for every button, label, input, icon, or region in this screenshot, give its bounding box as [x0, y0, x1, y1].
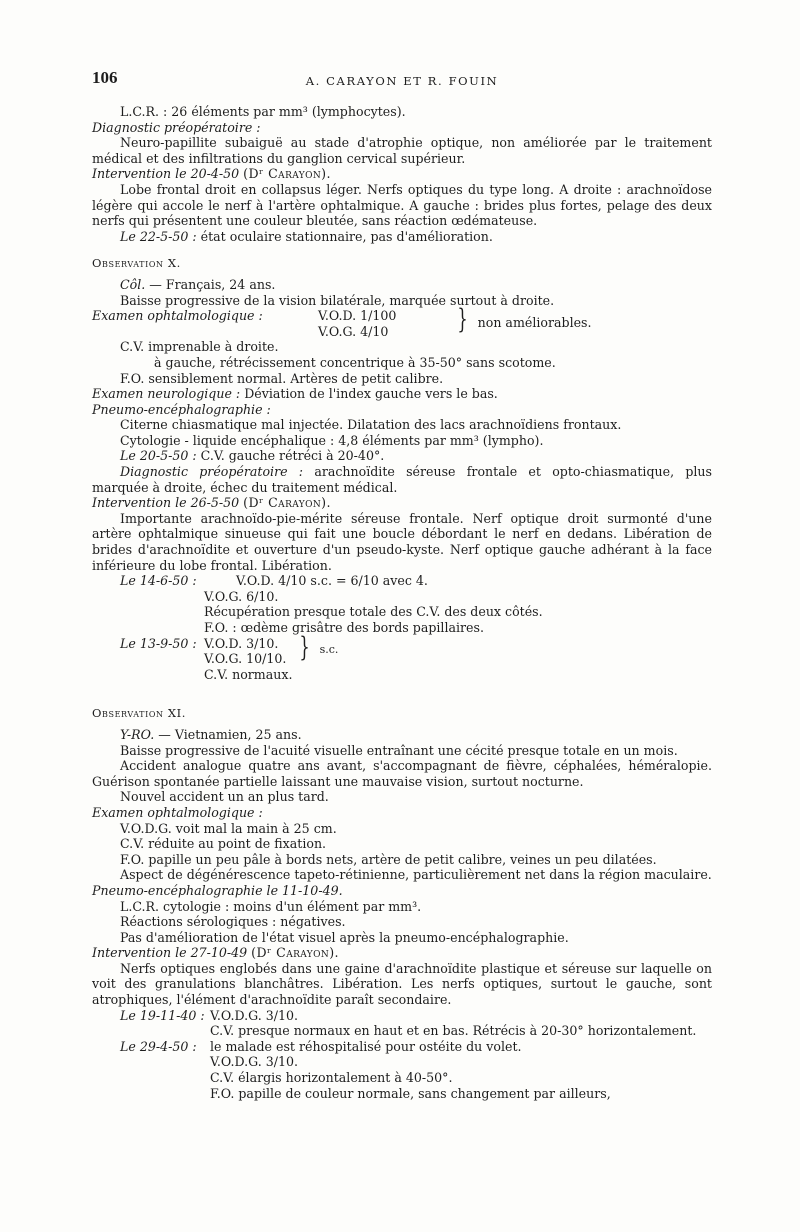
- observation-title: Observation XI.: [92, 706, 187, 721]
- brace-glyph: }: [457, 304, 469, 336]
- vod-value: V.O.D. 1/100: [318, 308, 397, 324]
- fo-line: F.O. sensiblement normal. Artères de petit calibre.: [120, 370, 444, 386]
- exam-line: C.V. réduite au point de fixation.: [120, 836, 327, 852]
- vod-value: V.O.D. 3/10.: [204, 635, 279, 651]
- followup-line: Le 22-5-50 : état oculaire stationnaire, pas d'amélioration.: [120, 228, 493, 244]
- followup-acuity-table: [120, 631, 339, 667]
- vog-value: V.O.G. 10/10.: [204, 651, 287, 667]
- intervention-text: Nerfs optiques englobés dans une gaine d'arachnoïdite plastique et séreuse sur laquelle on voit des granulations blanchâtres. Libération. Les nerfs optiques, surtout le gauche, sont atrophiques, l'élément d'arachnoïdite paraît secondaire.: [92, 960, 712, 1008]
- intervention-text: Lobe frontal droit en collapsus léger. Nerfs optiques du type long. A droite : arachnoïdose légère qui accole le nerf à l'artère ophtalmique. A gauche : brides plus fortes, pelage des deux nerfs qui présentent une couleur bleutée, sans réaction œdémateuse.: [92, 181, 712, 229]
- section-label: Pneumo-encéphalographie :: [92, 401, 271, 417]
- followup-line: Récupération presque totale des C.V. des deux côtés.: [204, 604, 543, 620]
- followup-line: Le 14-6-50 : V.O.D. 4/10 s.c. = 6/10 avec 4.: [120, 573, 428, 589]
- pneumo-line: Citerne chiasmatique mal injectée. Dilatation des lacs arachnoïdiens frontaux.: [120, 417, 622, 433]
- page-number: 106: [92, 68, 118, 87]
- followup-line: Le 19-11-40 : V.O.D.G. 3/10.: [120, 1007, 299, 1023]
- section-label: Pneumo-encéphalographie le 11-10-49.: [92, 882, 343, 898]
- intervention-heading: Intervention le 26-5-50 (Dʳ Carayon).: [92, 495, 331, 511]
- followup-line: F.O. : œdème grisâtre des bords papillaires.: [204, 620, 484, 635]
- sc-note: s.c.: [319, 642, 339, 656]
- section-label: Diagnostic préopératoire :: [92, 119, 261, 135]
- history-text: Accident analogue quatre ans avant, s'accompagnant de fièvre, céphalées, héméralopie. Guérison spontanée partielle laissant une mauvaise vision, surtout nocturne.: [92, 758, 712, 789]
- followup-date: Le 13-9-50 :: [120, 635, 197, 651]
- lcr-line: L.C.R. : 26 éléments par mm³ (lymphocytes).: [120, 104, 406, 119]
- neuro-line: Examen neurologique : Déviation de l'index gauche vers le bas.: [92, 386, 498, 402]
- observation-title: Observation X.: [92, 256, 181, 271]
- exam-line: Aspect de dégénérescence tapeto-rétinienne, particulièrement net dans la région maculaire.: [120, 867, 712, 883]
- followup-line: Le 29-4-50 : le malade est réhospitalisé pour ostéite du volet.: [120, 1038, 522, 1054]
- running-title: A. CARAYON ET R. FOUIN: [305, 74, 499, 88]
- pneumo-line: Cytologie - liquide encéphalique : 4,8 éléments par mm³ (lympho).: [120, 432, 544, 448]
- intervention-heading: Intervention le 27-10-49 (Dʳ Carayon).: [92, 945, 339, 961]
- followup-line: C.V. élargis horizontalement à 40-50°.: [210, 1070, 453, 1086]
- exam-label: Examen ophtalmologique :: [92, 308, 263, 324]
- patient-line: Y-RO. — Vietnamien, 25 ans.: [120, 726, 302, 742]
- page-header: [92, 70, 712, 92]
- intervention-heading: Intervention le 20-4-50 (Dʳ Carayon).: [92, 166, 331, 182]
- lab-line: Pas d'amélioration de l'état visuel après la pneumo-encéphalographie.: [120, 929, 569, 945]
- visual-acuity-table: [92, 304, 592, 339]
- document-page: [92, 70, 712, 1101]
- history-text: Nouvel accident un an plus tard.: [120, 789, 329, 805]
- followup-line: C.V. presque normaux en haut et en bas. Rétrécis à 20-30° horizontalement.: [210, 1023, 697, 1039]
- followup-line: V.O.G. 6/10.: [204, 588, 279, 604]
- history-text: Baisse progressive de l'acuité visuelle entraînant une cécité presque totale en un mois.: [120, 742, 678, 758]
- intervention-text: Importante arachnoïdo-pie-mérite séreuse frontale. Nerf optique droit surmonté d'une artère ophtalmique sinueuse qui fait une boucle débordant le nerf en dedans. Libération de brides d'arachnoïdite et ouverture d'un pseudo-kyste. Nerf optique gauche adhérant à la face inférieure du lobe frontal. Libération.: [92, 510, 712, 573]
- cv-date-line: Le 20-5-50 : C.V. gauche rétréci à 20-40°.: [120, 448, 385, 464]
- section-label: Examen ophtalmologique :: [92, 804, 263, 820]
- followup-line: V.O.D.G. 3/10.: [210, 1054, 299, 1070]
- history-text: Baisse progressive de la vision bilatérale, marquée surtout à droite.: [120, 292, 555, 308]
- followup-line: C.V. normaux.: [204, 666, 293, 682]
- diagnosis-text: Neuro-papillite subaiguë au stade d'atrophie optique, non améliorée par le traitement médical et des infiltrations du ganglion cervical supérieur.: [92, 135, 712, 166]
- exam-line: F.O. papille un peu pâle à bords nets, artère de petit calibre, veines un peu dilatées.: [120, 851, 657, 867]
- acuity-note: non améliorables.: [477, 315, 592, 331]
- vog-value: V.O.G. 4/10: [318, 323, 389, 339]
- exam-line: V.O.D.G. voit mal la main à 25 cm.: [120, 820, 337, 836]
- followup-line: F.O. papille de couleur normale, sans changement par ailleurs,: [210, 1085, 611, 1101]
- patient-line: Côl. — Français, 24 ans.: [120, 276, 276, 292]
- cv-line: à gauche, rétrécissement concentrique à 35-50° sans scotome.: [154, 354, 556, 370]
- brace-glyph: }: [299, 631, 311, 663]
- cv-line: C.V. imprenable à droite.: [120, 339, 279, 355]
- lab-line: Réactions sérologiques : négatives.: [120, 914, 346, 930]
- diagnosis-text: Diagnostic préopératoire : arachnoïdite séreuse frontale et opto-chiasmatique, plus marquée à droite, échec du traitement médical.: [92, 464, 712, 495]
- lab-line: L.C.R. cytologie : moins d'un élément par mm³.: [120, 898, 422, 914]
